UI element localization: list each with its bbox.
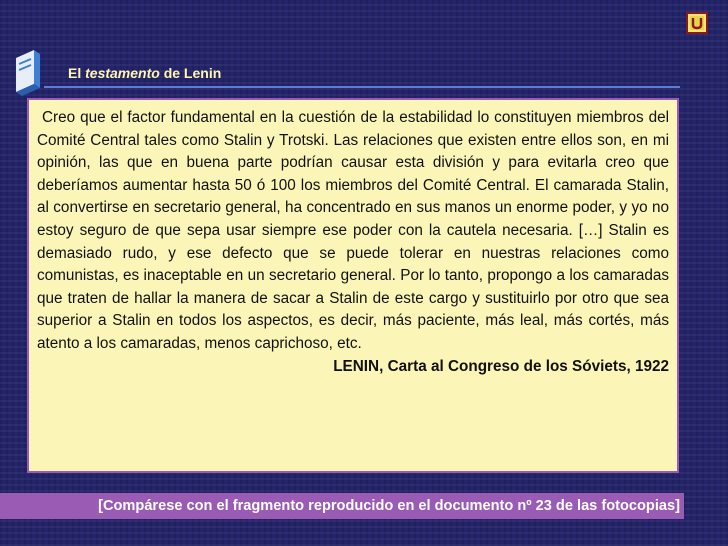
home-u-icon <box>690 16 704 30</box>
header-divider <box>44 86 680 88</box>
title-italic-word: testamento <box>85 65 160 81</box>
title-suffix: de Lenin <box>159 65 222 81</box>
title-prefix: El <box>68 65 86 81</box>
book-logo-icon <box>12 48 44 96</box>
quote-source: LENIN, Carta al Congreso de los Sóviets, 1922 <box>333 357 669 375</box>
quote-box <box>27 98 679 473</box>
home-nav-button[interactable] <box>686 12 708 34</box>
quote-text: Creo que el factor fundamental en la cuestión de la estabilidad lo constituyen miembros del Comité Central tales como Stalin y Trotski. Las relaciones que existen entre ellos son, en mi opinión, las que en buena parte podrían causar esta división y para evitarla creo que deberíamos aumentar hasta 50 ó 100 los miembros del Comité Central. El camarada Stalin, al convertirse en secretario general, ha concentrado en sus manos un enorme poder, y yo no estoy seguro de que sepa usar siempre ese poder con la cautela necesaria. […] Stalin es demasiado rudo, y ese defecto que se puede tolerar en nuestras relaciones como comunistas, es inaceptable en un secretario general. Por lo tanto, propongo a los camaradas que traten de hallar la manera de sacar a Stalin de este cargo y sustituirlo por otro que sea superior a Stalin en todos los aspectos, es decir, más paciente, más leal, más cortés, más atento a los camaradas, menos caprichoso, etc. <box>37 109 669 352</box>
page-title <box>68 65 221 81</box>
reference-banner: [Compárese con el fragmento reproducido en el documento nº 23 de las fotocopias] <box>0 493 684 519</box>
